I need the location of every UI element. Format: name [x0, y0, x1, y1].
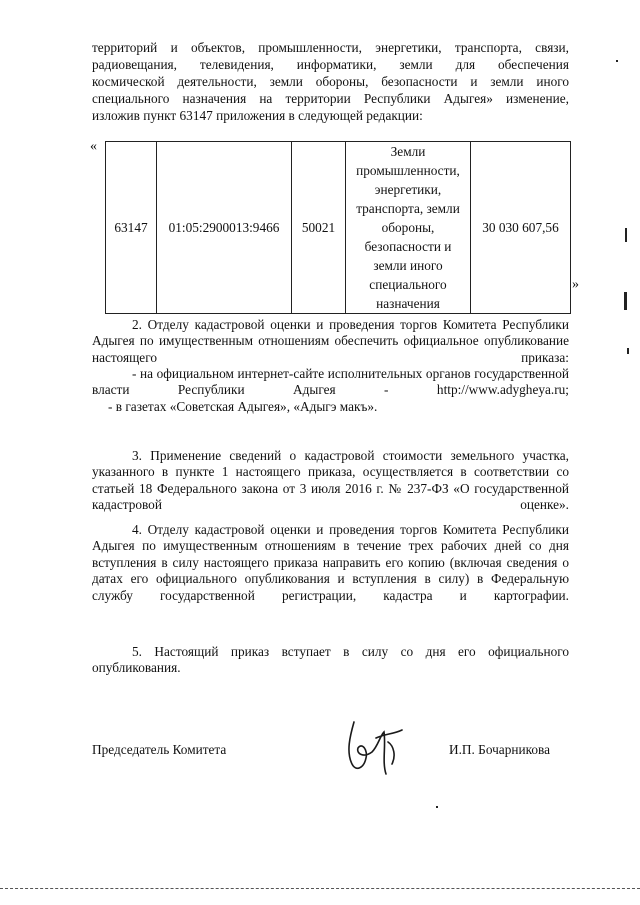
category-line: назначения	[376, 296, 440, 311]
category-line: специального	[369, 277, 447, 292]
cell-code: 50021	[292, 142, 346, 314]
paragraph-4: 4. Отделу кадастровой оценки и проведения торгов Комитета Республики Адыгея по имущественным отношениям в течение трех рабочих дней со дня вступления в силу настоящего приказа направить его копию (включая сведения о датах его официального опубликования и вступления в силу) в Федеральную службу государственной регистрации, кадастра и картографии.	[92, 522, 569, 603]
cadastral-table	[105, 141, 571, 314]
cell-land-category	[346, 142, 471, 314]
handwritten-signature	[336, 712, 416, 782]
scan-mark	[436, 806, 438, 808]
intro-line: радиовещания, телевидения, информатики, земли для обеспечения	[92, 57, 569, 72]
category-line: безопасности и	[364, 239, 452, 254]
category-line: транспорта, земли	[356, 201, 460, 216]
intro-line: территорий и объектов, промышленности, энергетики, транспорта, связи,	[92, 40, 569, 55]
cell-number: 63147	[106, 142, 157, 314]
close-quote: »	[572, 277, 579, 292]
paragraph-5: 5. Настоящий приказ вступает в силу со дня его официального опубликования.	[92, 644, 569, 676]
cell-cadastral-value: 30 030 607,56	[471, 142, 571, 314]
scan-mark	[616, 60, 618, 62]
paragraph-3: 3. Применение сведений о кадастровой стоимости земельного участка, указанного в пункте 1 настоящего приказа, осуществляется в соответствии со статьей 18 Федерального закона от 3 июля 2016 г. № 237-ФЗ «О государственной кадастровой оценке».	[92, 448, 569, 513]
paragraph-2-item-1: - на официальном интернет-сайте исполнительных органов государственной власти Республики Адыгея - http://www.adygheya.ru;	[92, 366, 569, 398]
scan-mark	[627, 348, 629, 354]
category-line: Земли	[390, 144, 426, 159]
signer-name: И.П. Бочарникова	[449, 742, 551, 757]
paragraph-2: 2. Отделу кадастровой оценки и проведения торгов Комитета Республики Адыгея по имущественным отношениям обеспечить официальное опубликование настоящего приказа:	[92, 317, 569, 365]
intro-line: специального назначения на территории Республики Адыгея» изменение,	[92, 91, 569, 106]
page-edge	[0, 888, 640, 889]
open-quote: «	[90, 139, 97, 154]
category-line: энергетики,	[374, 182, 442, 197]
category-line: земли иного	[373, 258, 443, 273]
intro-line: космической деятельности, земли обороны, безопасности и земли иного	[92, 74, 569, 89]
table-row	[106, 142, 571, 314]
cell-cadastral-number: 01:05:2900013:9466	[157, 142, 292, 314]
signer-position: Председатель Комитета	[92, 742, 227, 757]
scan-mark	[624, 292, 627, 310]
category-line: промышленности,	[356, 163, 460, 178]
scan-mark	[625, 228, 627, 242]
category-line: обороны,	[381, 220, 435, 235]
paragraph-2-item-2: - в газетах «Советская Адыгея», «Адыгэ макъ».	[108, 399, 378, 414]
intro-line: изложив пункт 63147 приложения в следующей редакции:	[92, 108, 423, 123]
